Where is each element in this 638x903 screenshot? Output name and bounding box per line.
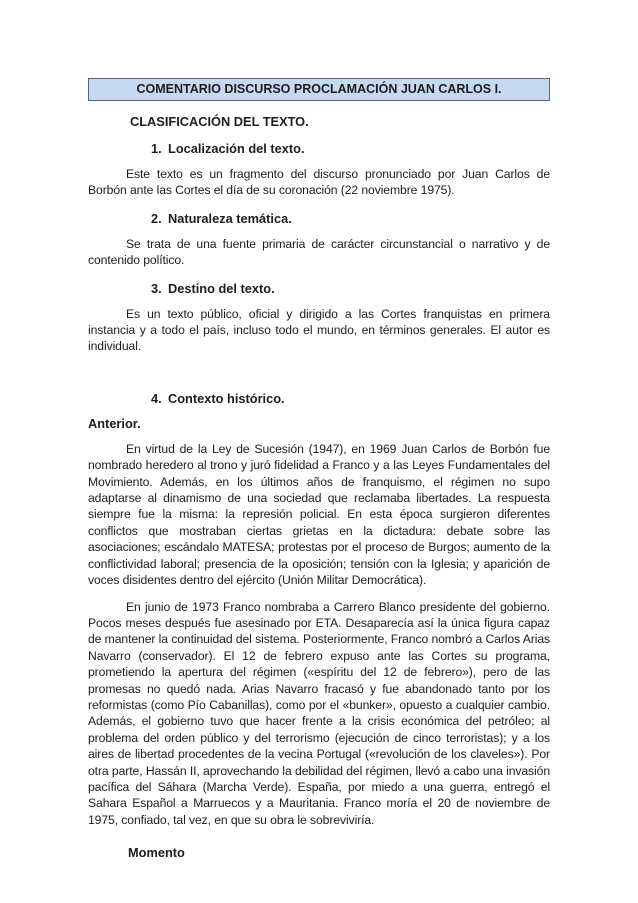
section-2-title: Naturaleza temática. <box>168 210 292 226</box>
section-2-heading <box>88 211 550 226</box>
section-4-paragraph-1: En virtud de la Ley de Sucesión (1947), en 1969 Juan Carlos de Borbón fue nombrado heredero al trono y juró fidelidad a Franco y a las Leyes Fundamentales del Movimiento. Además, en los últimos años de franquismo, el régimen no supo adaptarse al dinamismo de una sociedad que reclamaba libertades. La respuesta siempre fue la misma: la represión policial. En esta época surgieron diferentes conflictos que mostraban ciertas grietas en la dictadura: debate sobre las asociaciones; escándalo MATESA; protestas por el proceso de Burgos; aumento de la conflictividad laboral; presencia de la oposición; tensión con la Iglesia; y aparición de voces disidentes dentro del ejército (Unión Militar Democrática). <box>88 441 550 588</box>
section-4-title: Contexto histórico. <box>168 390 285 406</box>
section-1-number: 1. <box>151 141 162 156</box>
section-2-paragraph: Se trata de una fuente primaria de carácter circunstancial o narrativo y de contenido político. <box>88 236 550 268</box>
section-4-number: 4. <box>151 390 162 406</box>
subheading-anterior: Anterior. <box>88 415 141 431</box>
main-heading: CLASIFICACIÓN DEL TEXTO. <box>130 114 309 129</box>
document-title: COMENTARIO DISCURSO PROCLAMACIÓN JUAN CARLOS I. <box>136 82 502 96</box>
section-1-paragraph: Este texto es un fragmento del discurso pronunciado por Juan Carlos de Borbón ante las Cortes el día de su coronación (22 noviembre 1975). <box>88 167 550 198</box>
document-title-banner <box>88 78 550 101</box>
section-3-title: Destino del texto. <box>168 280 275 296</box>
section-4-paragraph-2: En junio de 1973 Franco nombraba a Carrero Blanco presidente del gobierno. Pocos meses después fue asesinado por ETA. Desaparecía así la única figura capaz de mantener la continuidad del sistema. Posteriormente, Franco nombró a Carlos Arias Navarro (conservador). El 12 de febrero expuso ante las Cortes su programa, prometiendo la apertura del régimen («espíritu del 12 de febrero»), pero de las promesas no quedó nada. Arias Navarro fracasó y fue abandonado tanto por los reformistas (como Pío Cabanillas), como por el «bunker», opuesto a cualquier cambio. Además, el gobierno tuvo que hacer frente a la crisis económica del petróleo; al problema del orden público y del terrorismo (ejecución de cinco terroristas); y a los aires de libertad procedentes de la vecina Portugal («revolución de los claveles»). Por otra parte, Hassán II, aprovechando la debilidad del régimen, llevó a cabo una invasión pacífica del Sáhara (Marcha Verde). España, por miedo a una guerra, entregó el Sahara Español a Marruecos y a Mauritania. Franco moría el 20 de noviembre de 1975, confiado, tal vez, en que su obra le sobreviviría. <box>88 599 550 827</box>
section-4-heading <box>88 391 550 406</box>
section-3-paragraph: Es un texto público, oficial y dirigido a las Cortes franquistas en primera instancia y a todo el país, incluso todo el mundo, en términos generales. El autor es individual. <box>88 306 550 354</box>
section-3-heading <box>88 281 550 296</box>
section-3-number: 3. <box>151 280 162 296</box>
subheading-momento: Momento <box>128 845 185 861</box>
section-1-title: Localización del texto. <box>168 141 305 156</box>
section-2-number: 2. <box>151 210 162 226</box>
section-1-heading <box>88 141 550 156</box>
